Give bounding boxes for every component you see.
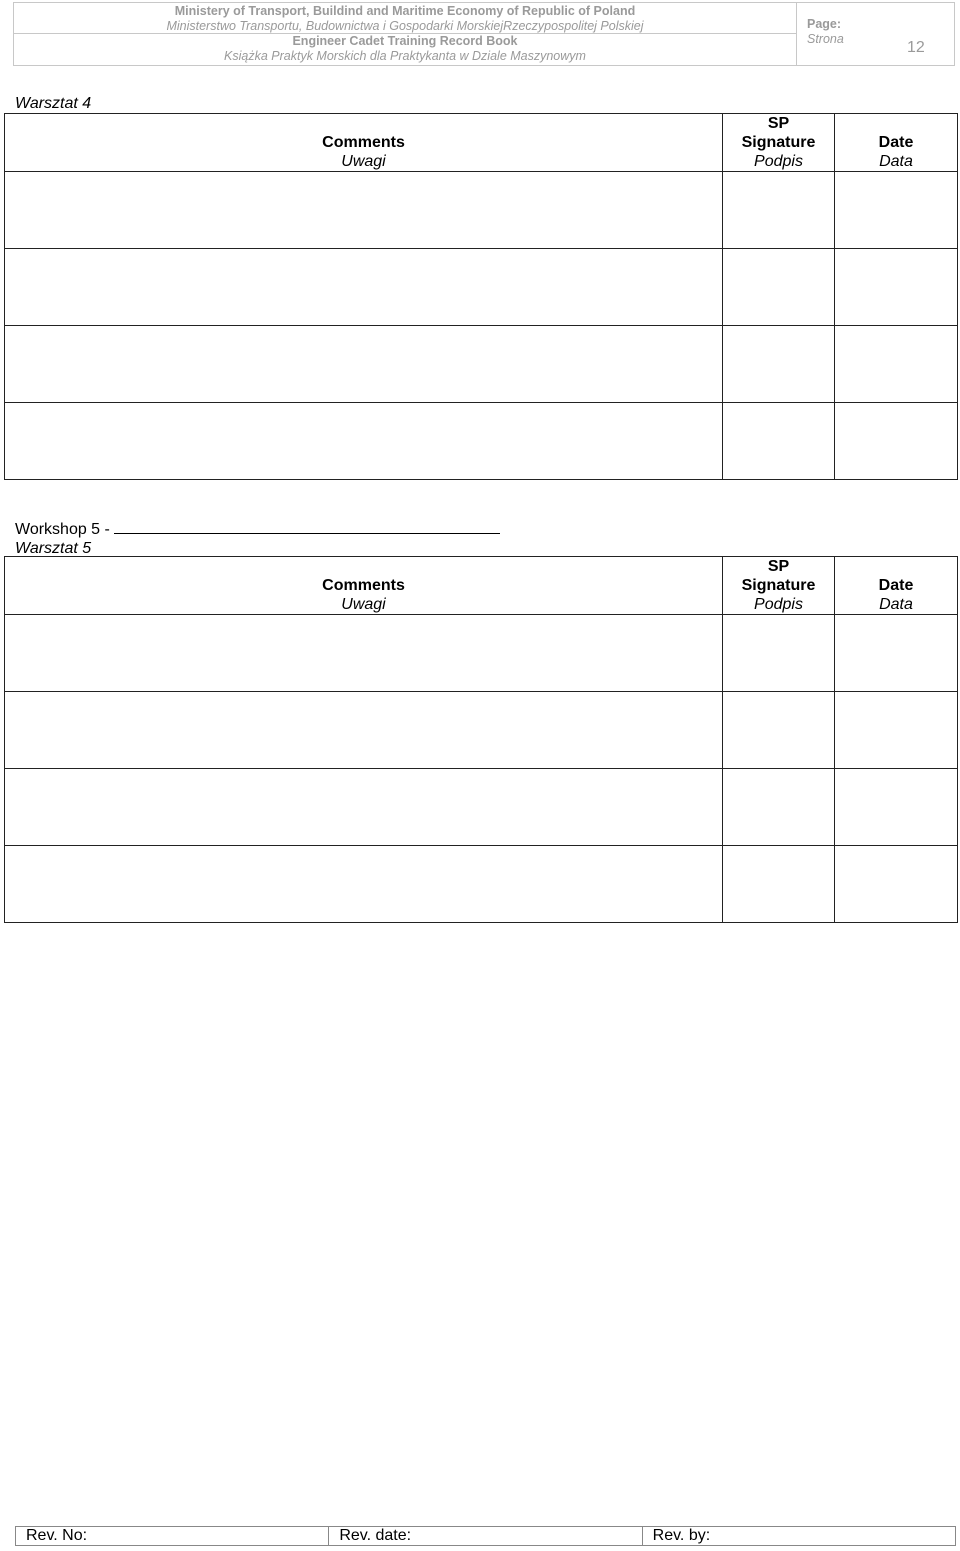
section4-title	[15, 94, 91, 113]
header-title-block	[14, 3, 797, 65]
comments-label: Comments	[322, 577, 405, 594]
signature-label: Signature	[741, 134, 816, 151]
date-label: Date	[878, 577, 914, 594]
sp-label: SP	[767, 115, 790, 132]
rev-by-cell: Rev. by:	[642, 1527, 955, 1546]
section5-title-pl: Warsztat 5	[15, 540, 92, 557]
document-header	[13, 2, 955, 66]
rev-date-cell: Rev. date:	[329, 1527, 642, 1546]
signature-label-pl: Podpis	[754, 596, 803, 613]
table-row	[5, 403, 958, 480]
comments-label-pl: Uwagi	[341, 153, 386, 170]
rev-no-cell: Rev. No:	[16, 1527, 329, 1546]
revision-footer	[15, 1526, 956, 1546]
date-label-pl: Data	[879, 596, 913, 613]
section4-title-pl: Warsztat 4	[15, 95, 92, 112]
date-header	[835, 114, 958, 172]
page-label: Page:	[807, 17, 842, 31]
date-cell[interactable]	[835, 692, 958, 769]
comments-cell[interactable]	[5, 615, 723, 692]
signature-label-pl: Podpis	[754, 153, 803, 170]
comments-label-pl: Uwagi	[341, 596, 386, 613]
comments-cell[interactable]	[5, 692, 723, 769]
table-row	[5, 249, 958, 326]
section4-table	[4, 113, 958, 480]
signature-label: Signature	[741, 577, 816, 594]
table-row	[5, 769, 958, 846]
date-cell[interactable]	[835, 249, 958, 326]
date-cell[interactable]	[835, 846, 958, 923]
date-cell[interactable]	[835, 326, 958, 403]
table-row	[5, 692, 958, 769]
table-row	[5, 172, 958, 249]
comments-cell[interactable]	[5, 249, 723, 326]
signature-cell[interactable]	[723, 615, 835, 692]
page-number: 12	[907, 39, 925, 56]
date-header	[835, 557, 958, 615]
date-label: Date	[878, 134, 914, 151]
signature-cell[interactable]	[723, 249, 835, 326]
table-row	[5, 326, 958, 403]
signature-header	[723, 557, 835, 615]
header-book-title-en: Engineer Cadet Training Record Book	[292, 34, 518, 48]
signature-cell[interactable]	[723, 769, 835, 846]
page-label-pl: Strona	[807, 32, 844, 46]
header-ministry-pl: Ministerstwo Transportu, Budownictwa i Gospodarki MorskiejRzeczypospolitej Polskiej	[14, 19, 796, 34]
header-ministry-en: Ministery of Transport, Buildind and Maritime Economy of Republic of Poland	[174, 4, 636, 18]
section5-table	[4, 556, 958, 923]
sp-label: SP	[767, 558, 790, 575]
date-cell[interactable]	[835, 615, 958, 692]
header-book-title-pl: Książka Praktyk Morskich dla Praktykanta w Dziale Maszynowym	[224, 49, 586, 63]
comments-header	[5, 557, 723, 615]
table-row	[5, 615, 958, 692]
signature-cell[interactable]	[723, 846, 835, 923]
section4-header-row	[5, 114, 958, 172]
comments-cell[interactable]	[5, 846, 723, 923]
date-cell[interactable]	[835, 403, 958, 480]
comments-label: Comments	[322, 134, 405, 151]
signature-cell[interactable]	[723, 692, 835, 769]
comments-header	[5, 114, 723, 172]
section5-title-en: Workshop 5 -	[15, 521, 110, 538]
section5-title	[15, 518, 500, 558]
comments-cell[interactable]	[5, 326, 723, 403]
date-cell[interactable]	[835, 172, 958, 249]
table-row	[5, 846, 958, 923]
signature-cell[interactable]	[723, 326, 835, 403]
signature-cell[interactable]	[723, 172, 835, 249]
comments-cell[interactable]	[5, 403, 723, 480]
signature-cell[interactable]	[723, 403, 835, 480]
section5-header-row	[5, 557, 958, 615]
signature-header	[723, 114, 835, 172]
comments-cell[interactable]	[5, 769, 723, 846]
date-label-pl: Data	[879, 153, 913, 170]
comments-cell[interactable]	[5, 172, 723, 249]
date-cell[interactable]	[835, 769, 958, 846]
workshop-name-blank[interactable]	[114, 518, 500, 534]
header-page-block	[797, 3, 954, 65]
